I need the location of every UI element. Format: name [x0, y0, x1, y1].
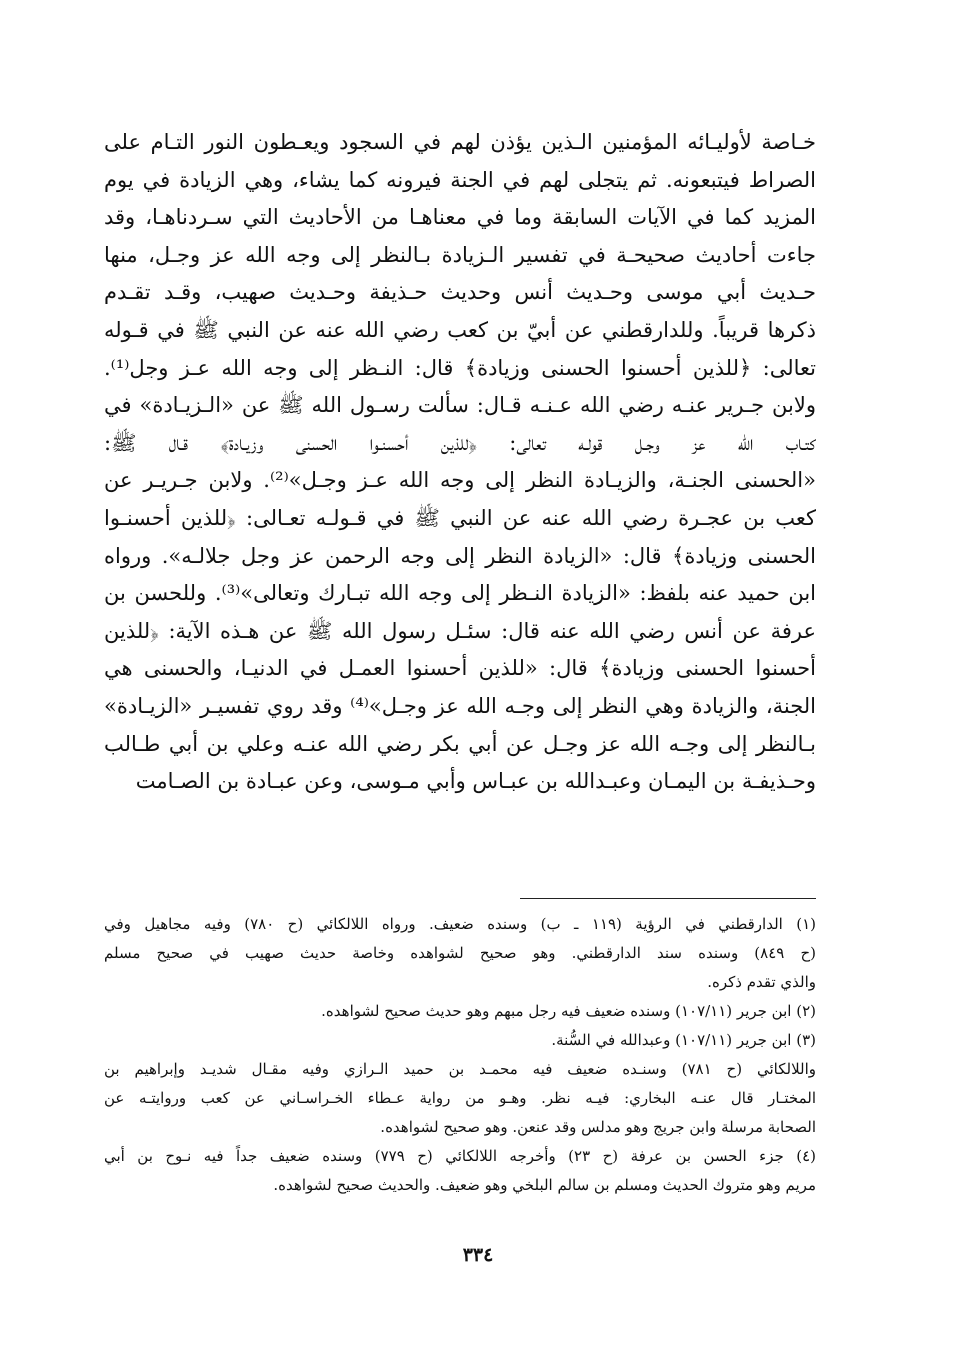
- main-line: ولابن جـرير عنـه رضي الله عـنـه قـال: سألت رسـول الله ﷺ عن «الـزيـادة» في: [104, 393, 816, 418]
- main-line: كعب بن عجـرة رضي الله عنه عن النبي ﷺ في قـولـه تعـالى: ﴿للذين أحسنـوا: [104, 505, 816, 530]
- footnote-line: الصحابة مرسلة وابن جريج وهو مدلس وقد عنعن. وهو صحيح لشواهده.: [380, 1118, 816, 1136]
- main-line: ذكرها قريباً. وللدارقطني عن أبيّ بن كعب رضي الله عنه عن النبي ﷺ في قـوله: [104, 317, 816, 342]
- footnote-line: (٤) جزء الحسن بن عرفة (ح ٢٣) وأخرجه اللالكائي (ح ٧٧٩) وسنده ضعيف جداً فيه نـوح بن أبي: [104, 1147, 816, 1165]
- main-line: بـالنظر إلى وجـه الله عز وجـل عن أبي بكر رضي الله عنـه وعلي بن أبي طـالب: [104, 731, 816, 756]
- main-line: ابن حميد عنه بلفظ: «الزيادة النـظر إلى وجه الله تبـارك وتعالى»⁽³⁾. وللحسن بن: [104, 581, 816, 606]
- footnote-line: واللالكائي (ح ٧٨١) وسنـده ضعيف فيه محمـد بن حميد الـرازي وفيه مقـال شديـد وإبراهيم بن: [104, 1060, 816, 1078]
- main-line: وحـذيفـة بن اليمـان وعبـدالله بن عبـاس وأبي مـوسى، وعن عبـادة بن الصـامت: [135, 769, 816, 794]
- footnote-line: (٢) ابن جرير (١٠٧/١١) وسنده ضعيف فيه رجل مبهم وهو حديث صحيح لشواهده.: [321, 1002, 816, 1020]
- footnote-line: المختـار قال عنـه البخاري: فيـه نظر. وهـو من رواية عـطاء الخـراسـاني عن كعب وروايتـه عن: [104, 1089, 816, 1107]
- main-line: الصراط فيتبعونه. ثم يتجلى لهم في الجنة فيرونه كما يشاء، وهي الزيادة في يوم: [104, 167, 816, 192]
- footnotes: [104, 910, 816, 1200]
- main-line: خـاصة لأوليـائه المؤمنين الـذين يؤذن لهم في السجود ويعـطون النور التـام على: [104, 130, 816, 154]
- main-line: الجنة، والزيادة وهي النظر إلى وجـه الله عز وجـل»⁽⁴⁾ وقد روي تفسيـر «الزيـادة»: [104, 693, 816, 718]
- main-line: كتـاب الله عز وجـل قولـه تعالى: ﴿للذين أحسنـوا الحسنى وزيـادة﴾ قـال ﷺ:: [104, 430, 816, 455]
- page-number: ٣٣٤: [462, 1244, 494, 1266]
- footnote-divider: [520, 898, 816, 899]
- main-line: أحسنوا الحسنى وزيادة﴾ قال: «للذين أحسنوا العمـل في الدنيـا، والحسنى هي: [104, 656, 816, 681]
- main-text: [104, 124, 816, 801]
- footnote-line: والذي تقدم ذكره.: [707, 973, 816, 991]
- main-line: عرفة عن أنس رضي الله عنه قال: سئـل رسول الله ﷺ عن هـذه الآية: ﴿للذين: [104, 618, 816, 643]
- main-line: جاءت أحاديث صحيحـة في تفسير الـزيادة بـالنظر إلى وجه الله عز وجـل، منها: [104, 242, 816, 267]
- main-line: تعالى: ﴿للذين أحسنوا الحسنى وزيادة﴾ قال: النـظر إلى وجه الله عـز وجل⁽¹⁾.: [104, 355, 816, 380]
- main-line: الحسنى وزيادة﴾ قال: «الزيادة النظر إلى وجه الرحمن عز وجل جلالـه». ورواه: [104, 543, 816, 568]
- footnote-line: مريم وهو متروك الحديث ومسلم بن سالم البلخي وهو ضعيف. والحديث صحيح لشواهده.: [273, 1176, 816, 1194]
- footnote-line: (ح ٨٤٩) وسنده سند الدارقطني. وهو صحيح لشواهده وخاصة حديث صهيب في صحيح مسلم: [104, 944, 816, 962]
- main-line: حـديث أبي موسى وحـديث أنس وحديث حـذيفة وحـديث صهيب، وقـد تقـدم: [104, 280, 816, 305]
- footnote-line: (١) الدارقطني في الرؤية (١١٩ ـ ب) وسنده ضعيف. ورواه اللالكائي (ح ٧٨٠) وفيه مجاهيل وفي: [104, 915, 816, 933]
- main-line: المزيد كما في الآيات السابقة وما في معناهـا من الأحاديث التي سـردناهـا، وقد: [104, 205, 816, 230]
- main-line: «الحسنى الجنـة، والزيـادة النظر إلى وجه الله عـز وجـل»⁽²⁾. ولابن جـريـر عن: [104, 468, 816, 493]
- footnote-line: (٣) ابن جرير (١٠٧/١١) وعبدالله في السُّنة.: [551, 1031, 816, 1049]
